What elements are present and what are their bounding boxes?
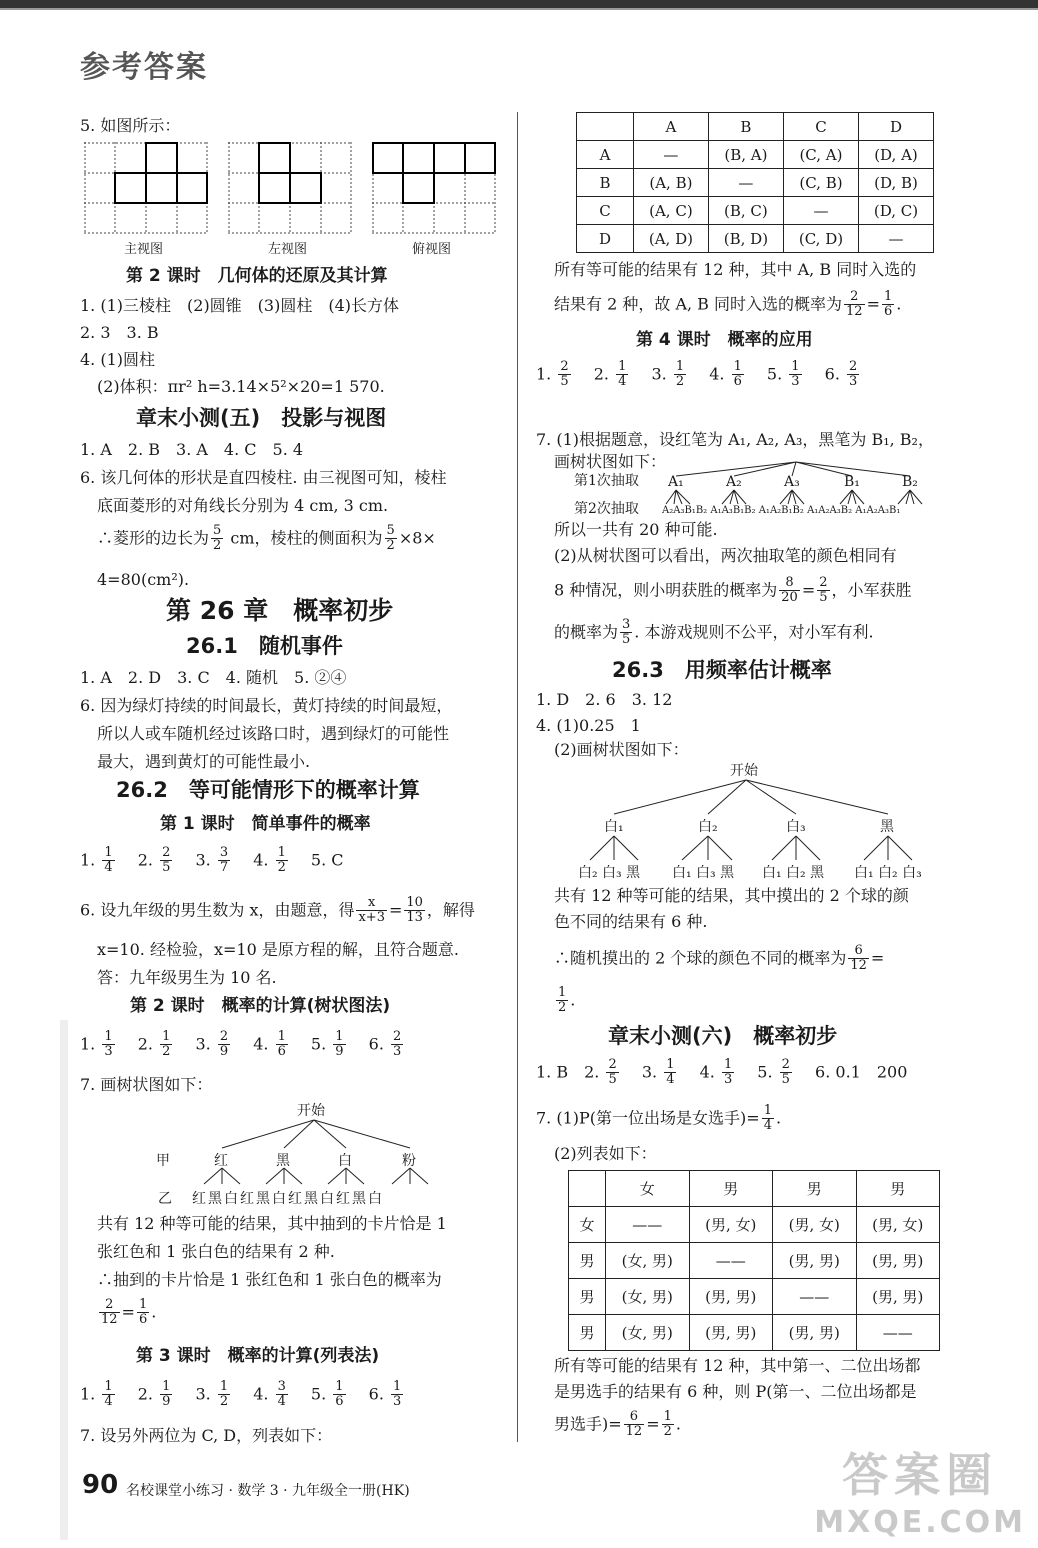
chapter26-title: 第 26 章 概率初步 — [166, 596, 394, 625]
answer-line: 6. 设九年级的男生数为 x，由题意，得 $\frac{x}{x+3}$ = $\frac{10}{13}$ ，解得 — [80, 895, 475, 926]
answer-line: x=10. 经检验，x=10 是原方程的解，且符合题意. — [97, 940, 459, 959]
tree-node: B₁ — [844, 474, 860, 490]
fraction: $\frac{2}{9}$ — [219, 1029, 229, 1060]
answer-line: $\frac{2}{12}$ = $\frac{1}{6}$ . — [101, 1297, 157, 1328]
answer-line: 画树状图如下： — [554, 452, 667, 471]
tree-node: 红 — [214, 1153, 228, 1169]
fraction: $\frac{1}{3}$ — [791, 359, 800, 390]
fraction: $\frac{1}{9}$ — [162, 1379, 171, 1410]
lesson2-tree-title: 第 2 课时 概率的计算(树状图法) — [130, 996, 391, 1016]
column-divider — [517, 112, 518, 1442]
tree-level-label: 甲 — [156, 1153, 170, 1169]
pair-table-abcd: A B C D A — (B, A) (C, A) (D, A) B (A, B) — (C, B) (D, B) C (A, C) (B, C) — (D, C) D (A, D) (B, D) (C, D) — — [576, 112, 934, 253]
answer-line: 1. (1)三棱柱 (2)圆锥 (3)圆柱 (4)长方体 — [80, 296, 400, 315]
fraction: $\frac{1}{4}$ — [618, 359, 627, 390]
fraction: $\frac{1}{2}$ — [558, 985, 567, 1016]
fraction: $\frac{1}{2}$ — [675, 359, 685, 390]
answer-line: 1. $\frac{1}{4}$ 2. $\frac{1}{9}$ 3. $\frac{1}{2}$ 4. $\frac{3}{4}$ 5. $\frac{1}{6}$ 6. $\frac{1}{3}$ — [80, 1379, 402, 1410]
fraction: $\frac{2}{3}$ — [393, 1029, 402, 1060]
fraction: $\frac{10}{13}$ — [406, 895, 423, 926]
fraction: $\frac{1}{6}$ — [883, 289, 893, 320]
tree-leaves: 红黑白红黑白红黑白红黑白 — [192, 1191, 384, 1207]
answer-line: $\frac{1}{2}$ . — [558, 985, 576, 1016]
fraction: $\frac{1}{6}$ — [138, 1297, 148, 1328]
answer-line: ∴抽到的卡片恰是 1 张红色和 1 张白色的概率为 — [97, 1270, 442, 1289]
tree-level-label: 第1次抽取 — [574, 473, 639, 489]
answer-line: 1. $\frac{1}{4}$ 2. $\frac{2}{5}$ 3. $\frac{3}{7}$ 4. $\frac{1}{2}$ 5. C — [80, 845, 344, 876]
answer-line: 4. (1)圆柱 — [80, 350, 156, 369]
fraction: $\frac{1}{2}$ — [162, 1029, 171, 1060]
fraction: $\frac{1}{6}$ — [335, 1379, 344, 1410]
fraction: $\frac{2}{12}$ — [846, 289, 863, 320]
section-26-3-title: 26.3 用频率估计概率 — [612, 658, 832, 682]
chapter5-test-title: 章末小测(五) 投影与视图 — [136, 406, 387, 430]
page-header: 参考答案 — [80, 50, 208, 85]
fraction: $\frac{2}{3}$ — [849, 359, 858, 390]
fraction: $\frac{5}{2}$ — [386, 523, 395, 554]
pair-table-gender: 女 男 男 男 女 —— (男, 女) (男, 女) (男, 女) 男 (女, 男) —— (男, 男) (男, 男) 男 (女, 男) (男, 男) —— (男, 男) 男 (女, 男) (男, 男) (男, 男) —— — [568, 1170, 940, 1351]
answer-line: 1. A 2. B 3. A 4. C 5. 4 — [80, 440, 304, 459]
answer-line: 男选手)= $\frac{6}{12}$ = $\frac{1}{2}$ . — [554, 1409, 681, 1440]
fraction: $\frac{5}{2}$ — [213, 523, 222, 554]
tree-node: 黑 — [276, 1153, 290, 1169]
tree-level-label: 乙 — [158, 1191, 172, 1207]
fraction: $\frac{2}{5}$ — [608, 1057, 617, 1088]
front-view-drawing — [84, 142, 208, 234]
answer-line: 1. $\frac{2}{5}$ 2. $\frac{1}{4}$ 3. $\frac{1}{2}$ 4. $\frac{1}{6}$ 5. $\frac{1}{3}$ 6. $\frac{2}{3}$ — [536, 359, 858, 390]
tree-node: A₁ — [668, 474, 684, 490]
fraction: $\frac{1}{3}$ — [393, 1379, 402, 1410]
fraction: $\frac{1}{9}$ — [335, 1029, 344, 1060]
answer-line: (2)从树状图可以看出，两次抽取笔的颜色相同有 — [554, 546, 897, 565]
answer-line: 共有 12 种等可能的结果，其中摸出的 2 个球的颜 — [554, 886, 909, 905]
answer-line: (2)列表如下： — [554, 1144, 657, 1163]
answer-line: ∴随机摸出的 2 个球的颜色不同的概率为 $\frac{6}{12}$ = — [554, 943, 885, 974]
fraction: $\frac{1}{2}$ — [277, 845, 286, 876]
tree-leaves: A₂A₃B₁B₂ A₁A₃B₁B₂ A₁A₂B₁B₂ A₁A₂A₃B₂ A₁A₂A₃B₁ — [662, 505, 901, 516]
tree-leaves: 白₁ 白₃ 黑 — [672, 865, 735, 881]
answer-line: 结果有 2 种，故 A, B 同时入选的概率为 $\frac{2}{12}$ = $\frac{1}{6}$ . — [554, 289, 902, 320]
lesson2-title: 第 2 课时 几何体的还原及其计算 — [126, 266, 388, 286]
fraction: $\frac{x}{x+3}$ — [358, 895, 385, 926]
answer-line: 所有等可能的结果有 12 种，其中第一、二位出场都 — [554, 1356, 921, 1375]
answer-line: 1. D 2. 6 3. 12 — [536, 690, 673, 709]
top-bar — [0, 0, 1038, 8]
tree-leaves: 白₁ 白₂ 白₃ — [854, 865, 922, 881]
answer-line: 7. (1)P(第一位出场是女选手)= $\frac{1}{4}$ . — [536, 1103, 782, 1134]
answer-line: 2. 3 3. B — [80, 323, 159, 342]
page-number: 90 — [82, 1470, 119, 1500]
answer-line: (2)体积：πr² h=3.14×5²×20=1 570. — [97, 377, 385, 396]
view-label: 主视图 — [124, 242, 164, 257]
fraction: $\frac{2}{5}$ — [560, 359, 569, 390]
tree-node: 粉 — [402, 1153, 416, 1169]
tree-leaves: 白₂ 白₃ 黑 — [578, 865, 641, 881]
answer-line: 7. 画树状图如下： — [80, 1075, 213, 1094]
tree-root: 开始 — [297, 1103, 325, 1119]
fraction: $\frac{1}{4}$ — [104, 845, 113, 876]
tree-root: 开始 — [730, 763, 758, 779]
answer-line: 所以人或车随机经过该路口时，遇到绿灯的可能性 — [97, 724, 450, 743]
chapter6-test-title: 章末小测(六) 概率初步 — [608, 1024, 838, 1048]
fraction: $\frac{6}{12}$ — [625, 1409, 643, 1440]
answer-line: 8 种情况，则小明获胜的概率为 $\frac{8}{20}$ = $\frac{2}{5}$ ，小军获胜 — [554, 575, 912, 606]
answer-line: 4. (1)0.25 1 — [536, 716, 641, 735]
fraction: $\frac{2}{5}$ — [162, 845, 171, 876]
fraction: $\frac{3}{4}$ — [277, 1379, 286, 1410]
tree-node: 白₁ — [604, 819, 624, 835]
answer-line: 共有 12 种等可能的结果，其中抽到的卡片恰是 1 — [97, 1214, 447, 1233]
tree-node: 黑 — [880, 819, 894, 835]
fraction: $\frac{2}{12}$ — [101, 1297, 118, 1328]
page-edge-shade — [60, 1020, 68, 1540]
section-26-2-title: 26.2 等可能情形下的概率计算 — [116, 778, 420, 802]
fraction: $\frac{1}{6}$ — [277, 1029, 286, 1060]
answer-line: 色不同的结果有 6 种. — [554, 912, 708, 931]
fraction: $\frac{1}{4}$ — [104, 1379, 113, 1410]
answer-line: 底面菱形的对角线长分别为 4 cm, 3 cm. — [97, 496, 389, 515]
answer-line: (2)画树状图如下： — [554, 740, 689, 759]
answer-line: 7. (1)根据题意，设红笔为 A₁, A₂, A₃，黑笔为 B₁, B₂， — [536, 430, 934, 449]
answer-line: 所有等可能的结果有 12 种，其中 A, B 同时入选的 — [554, 260, 917, 279]
fraction: $\frac{3}{5}$ — [622, 617, 631, 648]
fraction: $\frac{3}{7}$ — [219, 845, 229, 876]
fraction: $\frac{1}{4}$ — [666, 1057, 675, 1088]
answer-line: 6. 该几何体的形状是直四棱柱. 由三视图可知，棱柱 — [80, 468, 447, 487]
answer-line: 4=80(cm²). — [97, 570, 190, 589]
fraction: $\frac{1}{6}$ — [733, 359, 742, 390]
fraction: $\frac{1}{3}$ — [104, 1029, 113, 1060]
answer-line: ∴菱形的边长为 $\frac{5}{2}$ cm，棱柱的侧面积为 $\frac{5}{2}$ ×8× — [97, 523, 436, 554]
answer-line: 答：九年级男生为 10 名. — [97, 968, 277, 987]
tree-level-label: 第2次抽取 — [574, 501, 639, 517]
answer-line: 最大，遇到黄灯的可能性最小. — [97, 752, 311, 771]
answer-line: 6. 因为绿灯持续的时间最长，黄灯持续的时间最短， — [80, 696, 453, 715]
section-26-1-title: 26.1 随机事件 — [186, 634, 343, 658]
answer-line: 1. A 2. D 3. C 4. 随机 5. ②④ — [80, 668, 347, 687]
view-label: 左视图 — [268, 242, 308, 257]
top-view-drawing — [372, 142, 496, 234]
lesson4-title: 第 4 课时 概率的应用 — [636, 330, 813, 350]
lesson1-title: 第 1 课时 简单事件的概率 — [160, 814, 371, 834]
tree-leaves: 白₁ 白₂ 黑 — [762, 865, 825, 881]
fraction: $\frac{1}{2}$ — [663, 1409, 672, 1440]
tree-node: 白 — [338, 1153, 352, 1169]
tree-node: B₂ — [902, 474, 918, 490]
tree-node: 白₃ — [786, 819, 806, 835]
answer-line: 1. $\frac{1}{3}$ 2. $\frac{1}{2}$ 3. $\frac{2}{9}$ 4. $\frac{1}{6}$ 5. $\frac{1}{9}$ 6. $\frac{2}{3}$ — [80, 1029, 402, 1060]
fraction: $\frac{8}{20}$ — [781, 575, 798, 606]
view-label: 俯视图 — [412, 242, 452, 257]
watermark-logo: 答案圈 MXQE.COM — [814, 1448, 1026, 1540]
fraction: $\frac{1}{3}$ — [723, 1057, 733, 1088]
fraction: $\frac{1}{2}$ — [219, 1379, 229, 1410]
lesson3-title: 第 3 课时 概率的计算(列表法) — [136, 1346, 380, 1366]
top-bar-rule — [0, 8, 1038, 10]
fraction: $\frac{6}{12}$ — [850, 943, 867, 974]
answer-line: 所以一共有 20 种可能. — [554, 520, 718, 539]
book-title: 名校课堂小练习 · 数学 3 · 九年级全一册(HK) — [126, 1483, 410, 1499]
left-view-drawing — [228, 142, 352, 234]
fraction: $\frac{2}{5}$ — [819, 575, 828, 606]
q5-intro: 5. 如图所示： — [80, 116, 181, 135]
tree-node: A₂ — [726, 474, 742, 490]
tree-node: A₃ — [784, 474, 800, 490]
answer-line: 的概率为 $\frac{3}{5}$ . 本游戏规则不公平，对小军有利. — [554, 617, 874, 648]
tree-node: 白₂ — [698, 819, 718, 835]
fraction: $\frac{2}{5}$ — [781, 1057, 790, 1088]
answer-line: 是男选手的结果有 6 种，则 P(第一、二位出场都是 — [554, 1382, 917, 1401]
answer-line: 张红色和 1 张白色的结果有 2 种. — [97, 1242, 335, 1261]
answer-line: 1. B 2. $\frac{2}{5}$ 3. $\frac{1}{4}$ 4. $\frac{1}{3}$ 5. $\frac{2}{5}$ 6. 0.1 200 — [536, 1057, 908, 1088]
fraction: $\frac{1}{4}$ — [763, 1103, 772, 1134]
answer-line: 7. 设另外两位为 C, D，列表如下： — [80, 1426, 333, 1445]
